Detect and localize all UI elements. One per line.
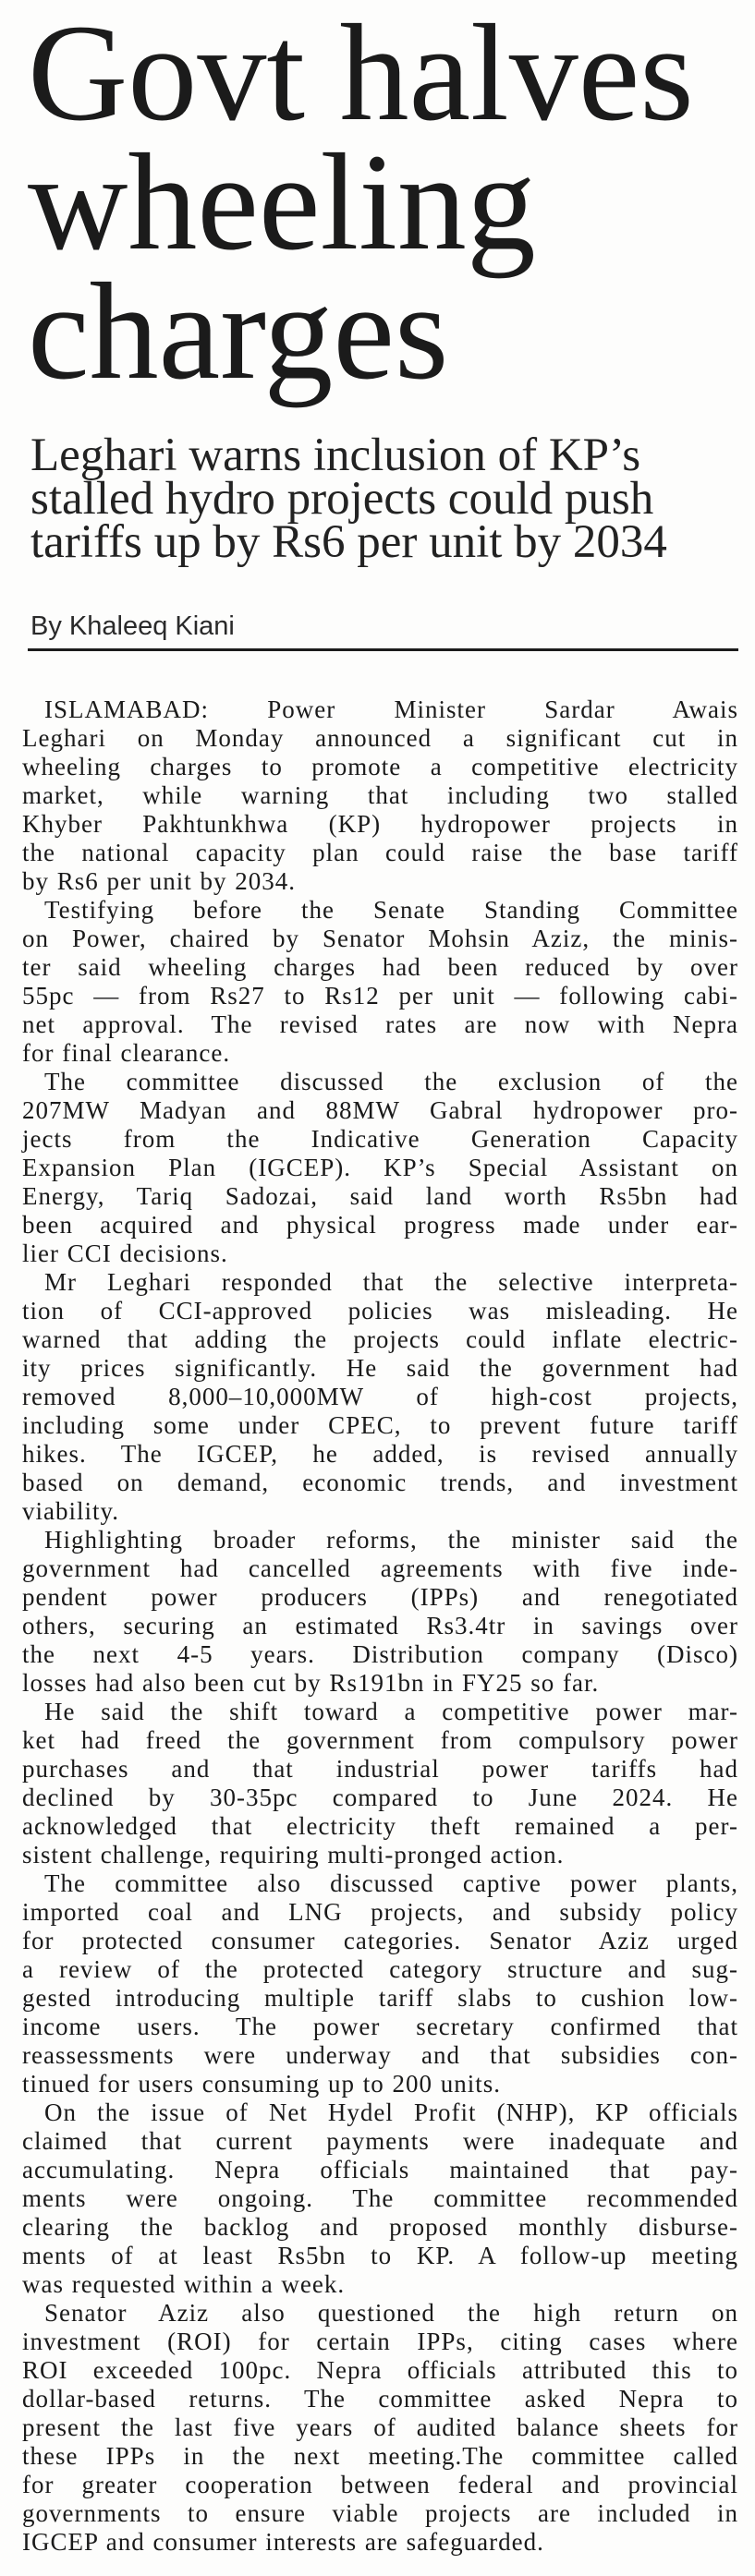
headline-line: Govt halves xyxy=(28,0,694,150)
body-line: 55pc — from Rs27 to Rs12 per unit — following cabi- xyxy=(22,982,738,1010)
body-line: tinued for users consuming up to 200 units. xyxy=(22,2070,501,2098)
body-line: ROI exceeded 100pc. Nepra officials attributed this to xyxy=(22,2356,738,2384)
paragraph xyxy=(22,1068,738,1268)
body-line: Leghari on Monday announced a significant cut in xyxy=(22,724,738,752)
body-line: removed 8,000–10,000MW of high-cost projects, xyxy=(22,1383,738,1410)
body-line: including some under CPEC, to prevent future tariff xyxy=(22,1411,738,1439)
body-line: lier CCI decisions. xyxy=(22,1240,228,1267)
body-line: The committee also discussed captive power plants, xyxy=(44,1869,738,1897)
article-body xyxy=(22,695,738,2557)
body-line: the national capacity plan could raise the base tariff xyxy=(22,839,738,866)
subheadline xyxy=(30,429,738,568)
body-line: Highlighting broader reforms, the minister said the xyxy=(44,1526,738,1554)
body-line: gested introducing multiple tariff slabs to cushion low- xyxy=(22,1984,738,2012)
body-line: Khyber Pakhtunkhwa (KP) hydropower projects in xyxy=(22,810,738,838)
subheadline-line: tariffs up by Rs6 per unit by 2034 xyxy=(30,516,667,568)
paragraph xyxy=(22,896,738,1068)
body-line: for greater cooperation between federal and provincial xyxy=(22,2471,738,2498)
body-line: Senator Aziz also questioned the high return on xyxy=(44,2299,738,2327)
body-line: reassessments were underway and that subsidies con- xyxy=(22,2041,738,2069)
body-line: warned that adding the projects could inflate electric- xyxy=(22,1325,738,1353)
subheadline-line: Leghari warns inclusion of KP’s xyxy=(30,429,641,481)
byline: By Khaleeq Kiani xyxy=(30,611,235,641)
body-line: for protected consumer categories. Senator Aziz urged xyxy=(22,1927,738,1954)
body-line: ments of at least Rs5bn to KP. A follow-up meeting xyxy=(22,2242,738,2269)
page-title xyxy=(28,0,738,408)
body-line: ISLAMABAD: Power Minister Sardar Awais xyxy=(44,695,738,723)
body-line: Mr Leghari responded that the selective interpreta- xyxy=(44,1268,738,1296)
body-line: government had cancelled agreements with five inde- xyxy=(22,1554,738,1582)
body-line: 207MW Madyan and 88MW Gabral hydropower pro- xyxy=(22,1096,738,1124)
body-line: IGCEP and consumer interests are safeguarded. xyxy=(22,2528,544,2556)
body-line: sistent challenge, requiring multi-pronged action. xyxy=(22,1841,565,1869)
body-line: been acquired and physical progress made under ear- xyxy=(22,1211,738,1239)
body-line: market, while warning that including two stalled xyxy=(22,781,738,809)
body-line: tion of CCI-approved policies was misleading. He xyxy=(22,1297,738,1324)
body-line: pendent power producers (IPPs) and renegotiated xyxy=(22,1583,738,1611)
body-line: acknowledged that electricity theft remained a per- xyxy=(22,1812,738,1840)
body-line: hikes. The IGCEP, he added, is revised annually xyxy=(22,1440,738,1468)
body-line: for final clearance. xyxy=(22,1039,231,1067)
body-line: Energy, Tariq Sadozai, said land worth Rs5bn had xyxy=(22,1182,738,1210)
body-line: a review of the protected category structure and sug- xyxy=(22,1955,738,1983)
paragraph xyxy=(22,1698,738,1869)
paragraph xyxy=(22,2299,738,2557)
body-line: net approval. The revised rates are now with Nepra xyxy=(22,1010,738,1038)
body-line: The committee discussed the exclusion of the xyxy=(44,1068,738,1095)
body-line: ity prices significantly. He said the government had xyxy=(22,1354,738,1382)
body-line: on Power, chaired by Senator Mohsin Aziz, the minis- xyxy=(22,925,738,952)
body-line: He said the shift toward a competitive power mar- xyxy=(44,1698,738,1725)
body-line: Expansion Plan (IGCEP). KP’s Special Assistant on xyxy=(22,1154,738,1181)
body-line: ket had freed the government from compulsory power xyxy=(22,1726,738,1754)
body-line: the next 4-5 years. Distribution company (Disco) xyxy=(22,1640,738,1668)
paragraph xyxy=(22,695,738,896)
body-line: imported coal and LNG projects, and subsidy policy xyxy=(22,1898,738,1926)
body-line: Testifying before the Senate Standing Committee xyxy=(44,896,738,924)
paragraph xyxy=(22,1869,738,2098)
body-line: present the last five years of audited balance sheets for xyxy=(22,2413,738,2441)
body-line: ments were ongoing. The committee recommended xyxy=(22,2184,738,2212)
body-line: ter said wheeling charges had been reduced by over xyxy=(22,953,738,981)
body-line: these IPPs in the next meeting.The committee called xyxy=(22,2442,738,2470)
subheadline-line: stalled hydro projects could push xyxy=(30,473,654,525)
body-line: accumulating. Nepra officials maintained that pay- xyxy=(22,2156,738,2183)
body-line: jects from the Indicative Generation Capacity xyxy=(22,1125,738,1153)
body-line: income users. The power secretary confirmed that xyxy=(22,2013,738,2040)
body-line: declined by 30-35pc compared to June 2024. He xyxy=(22,1784,738,1811)
body-line: wheeling charges to promote a competitive electricity xyxy=(22,753,738,780)
paragraph xyxy=(22,2098,738,2299)
headline-line: wheeling xyxy=(28,126,536,279)
body-line: was requested within a week. xyxy=(22,2270,346,2298)
body-line: governments to ensure viable projects are included in xyxy=(22,2499,738,2527)
body-line: investment (ROI) for certain IPPs, citing cases where xyxy=(22,2328,738,2355)
body-line: others, securing an estimated Rs3.4tr in savings over xyxy=(22,1612,738,1639)
body-line: purchases and that industrial power tariffs had xyxy=(22,1755,738,1783)
body-line: claimed that current payments were inadequate and xyxy=(22,2127,738,2155)
body-line: On the issue of Net Hydel Profit (NHP), KP officials xyxy=(44,2098,738,2126)
body-line: based on demand, economic trends, and investment xyxy=(22,1469,738,1496)
byline-divider xyxy=(28,648,738,651)
body-line: viability. xyxy=(22,1497,119,1525)
body-line: clearing the backlog and proposed monthly disburse- xyxy=(22,2213,738,2241)
paragraph xyxy=(22,1268,738,1526)
body-line: by Rs6 per unit by 2034. xyxy=(22,867,296,895)
headline-line: charges xyxy=(28,255,449,408)
body-line: dollar-based returns. The committee asked Nepra to xyxy=(22,2385,738,2413)
paragraph xyxy=(22,1526,738,1698)
body-line: losses had also been cut by Rs191bn in FY25 so far. xyxy=(22,1669,600,1697)
